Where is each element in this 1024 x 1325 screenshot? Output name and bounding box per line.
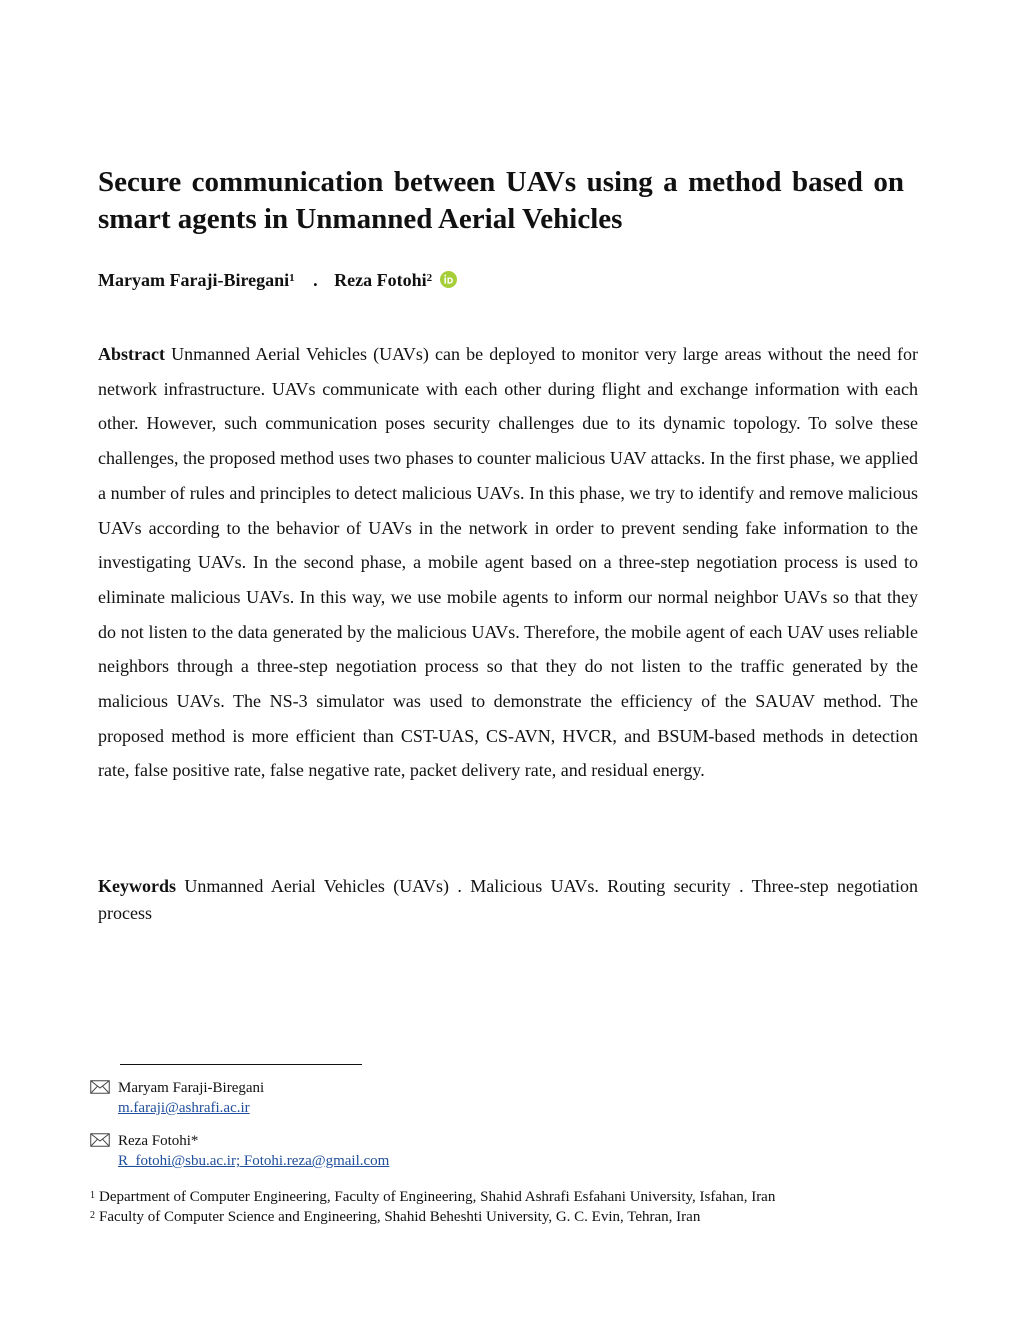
affiliation-marker: 2 — [90, 1210, 95, 1221]
abstract-label: Abstract — [98, 344, 165, 364]
author-affiliation-marker: 2 — [426, 272, 433, 284]
contact-name: Maryam Faraji-Biregani — [118, 1080, 265, 1096]
affiliation-footnote — [90, 1207, 700, 1227]
author-affiliation-marker: 1 — [289, 272, 295, 284]
author-line — [98, 267, 457, 293]
envelope-icon — [90, 1080, 110, 1094]
contact-name: Reza Fotohi* — [118, 1133, 199, 1149]
abstract — [98, 337, 918, 788]
contact-email-link[interactable]: m.faraji@ashrafi.ac.ir — [118, 1100, 250, 1116]
keywords — [98, 873, 918, 927]
footnote-divider — [120, 1064, 362, 1065]
affiliation-marker: 1 — [90, 1190, 95, 1201]
author-separator: . — [313, 270, 318, 290]
orcid-icon[interactable] — [440, 271, 457, 288]
affiliation-text: Department of Computer Engineering, Faculty of Engineering, Shahid Ashrafi Esfahani University, Isfahan, Iran — [99, 1189, 776, 1205]
affiliation-footnote — [90, 1187, 775, 1207]
abstract-text: Unmanned Aerial Vehicles (UAVs) can be deployed to monitor very large areas without the need for network infrastructure. UAVs communicate with each other during flight and exchange information with each other. However, such communication poses security challenges due to its dynamic topology. To solve these challenges, the proposed method uses two phases to counter malicious UAV attacks. In the first phase, we applied a number of rules and principles to detect malicious UAVs. In this phase, we try to identify and remove malicious UAVs according to the behavior of UAVs in the network in order to prevent sending fake information to the investigating UAVs. In the second phase, a mobile agent based on a three-step negotiation process is used to eliminate malicious UAVs. In this way, we use mobile agents to inform our normal neighbor UAVs so that they do not listen to the data generated by the malicious UAVs. Therefore, the mobile agent of each UAV uses reliable neighbors through a three-step negotiation process so that they do not listen to the traffic generated by the malicious UAVs. The NS-3 simulator was used to demonstrate the efficiency of the SAUAV method. The proposed method is more efficient than CST-UAS, CS-AVN, HVCR, and BSUM-based methods in detection rate, false positive rate, false negative rate, packet delivery rate, and residual energy. — [98, 344, 918, 781]
author-name: Reza Fotohi — [334, 270, 427, 290]
envelope-icon — [90, 1133, 110, 1147]
author-name: Maryam Faraji-Biregani — [98, 270, 290, 290]
affiliation-text: Faculty of Computer Science and Engineering, Shahid Beheshti University, G. C. Evin, Tehran, Iran — [99, 1209, 701, 1225]
keywords-label: Keywords — [98, 876, 176, 896]
keywords-text: Unmanned Aerial Vehicles (UAVs) . Malicious UAVs. Routing security . Three-step negotiation process — [98, 876, 919, 923]
contact-email-link[interactable]: R_fotohi@sbu.ac.ir; Fotohi.reza@gmail.com — [118, 1153, 390, 1169]
paper-title: Secure communication between UAVs using a method based on smart agents in Unmanned Aerial Vehicles — [98, 166, 904, 235]
